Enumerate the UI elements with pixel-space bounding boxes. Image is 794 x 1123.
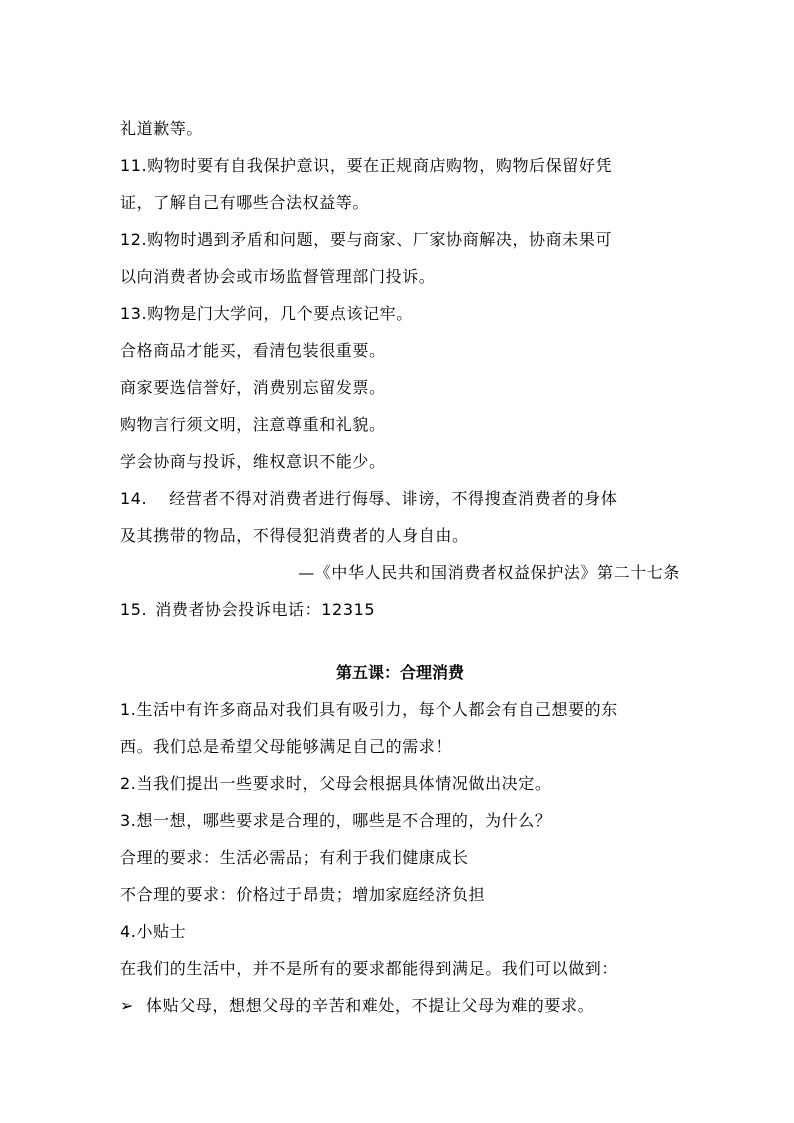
item-1 — [120, 700, 680, 720]
item-number: 12. — [120, 230, 148, 249]
item-14 — [120, 489, 680, 509]
paragraph-line — [120, 959, 680, 979]
item-number: 13. — [120, 304, 148, 323]
text: 及其携带的物品，不得侵犯消费者的人身自由。 — [120, 526, 469, 545]
verse-line — [120, 415, 680, 435]
text: 以向消费者协会或市场监督管理部门投诉。 — [120, 267, 436, 286]
text: 当我们提出一些要求时，父母会根据具体情况做出决定。 — [136, 774, 552, 793]
text: 礼道歉等。 — [120, 119, 204, 138]
text: 商家要选信誉好，消费别忘留发票。 — [120, 378, 386, 397]
item-12 — [120, 230, 680, 250]
text: 小贴士 — [136, 922, 187, 941]
paragraph-line — [120, 193, 680, 213]
text: 消费者协会投诉电话： — [155, 600, 322, 619]
text: 体贴父母，想想父母的辛苦和难处，不提让父母为难的要求。 — [146, 996, 595, 1015]
paragraph-line — [120, 848, 680, 868]
arrow-bullet-icon: ➢ — [120, 996, 135, 1015]
paragraph-line — [120, 267, 680, 287]
item-number: 3. — [120, 811, 137, 830]
text: 购物是门大学问，几个要点该记牢。 — [147, 304, 413, 323]
paragraph-line — [120, 737, 680, 757]
text: 购物时要有自我保护意识，要在正规商店购物，购物后保留好凭 — [147, 156, 613, 175]
item-number: 11. — [120, 156, 148, 175]
text: 合理的要求：生活必需品；有利于我们健康成长 — [120, 848, 469, 867]
text: 经营者不得对消费者进行侮辱、诽谤，不得搜查消费者的身体 — [169, 489, 618, 508]
item-number: 2. — [120, 774, 137, 793]
verse-line — [120, 378, 680, 398]
text: 购物言行须文明，注意尊重和礼貌。 — [120, 415, 386, 434]
text: 不合理的要求：价格过于昂贵；增加家庭经济负担 — [120, 885, 486, 904]
item-3 — [120, 811, 680, 831]
text: 生活中有许多商品对我们具有吸引力，每个人都会有自己想要的东 — [136, 700, 618, 719]
section-title: 第五课：合理消费 — [335, 663, 464, 682]
item-11 — [120, 156, 680, 176]
paragraph-line — [120, 526, 680, 546]
phone-number: 12315 — [321, 600, 376, 619]
verse-line — [120, 452, 680, 472]
paragraph-line — [120, 885, 680, 905]
paragraph-line — [120, 119, 680, 139]
item-number: 4. — [120, 922, 137, 941]
text: 学会协商与投诉，维权意识不能少。 — [120, 452, 386, 471]
text: 证，了解自己有哪些合法权益等。 — [120, 193, 370, 212]
item-15 — [120, 600, 680, 620]
text: 在我们的生活中，并不是所有的要求都能得到满足。我们可以做到： — [120, 959, 619, 978]
bullet-item — [120, 996, 680, 1016]
item-13 — [120, 304, 680, 324]
text: —《中华人民共和国消费者权益保护法》第二十七条 — [298, 563, 680, 582]
text: 合格商品才能买，看清包装很重要。 — [120, 341, 386, 360]
text: 想一想，哪些要求是合理的，哪些是不合理的，为什么？ — [136, 811, 552, 830]
text: 购物时遇到矛盾和问题，要与商家、厂家协商解决，协商未果可 — [147, 230, 613, 249]
item-number: 1. — [120, 700, 137, 719]
text: 西。我们总是希望父母能够满足自己的需求！ — [120, 737, 453, 756]
item-number: 14. — [120, 489, 148, 508]
law-citation — [120, 563, 680, 583]
item-4 — [120, 922, 680, 942]
verse-line — [120, 341, 680, 361]
item-number: 15. — [120, 600, 148, 619]
item-2 — [120, 774, 680, 794]
